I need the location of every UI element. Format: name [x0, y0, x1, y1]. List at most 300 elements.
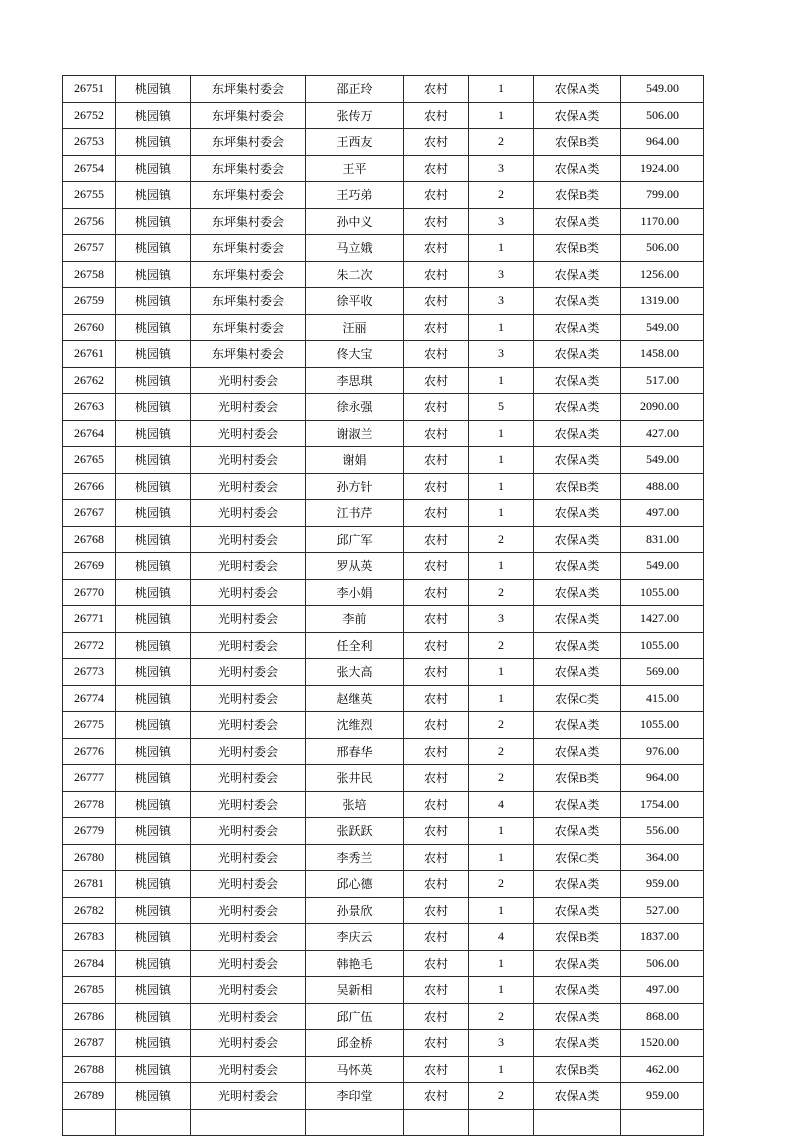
cell-person-count: 1: [469, 659, 534, 686]
cell-household-type: 农村: [404, 367, 469, 394]
cell-person-count: 2: [469, 1003, 534, 1030]
cell-name: 张传万: [306, 102, 404, 129]
cell-village-committee: 光明村委会: [191, 526, 306, 553]
cell-amount: 1055.00: [621, 579, 704, 606]
cell-insurance-category: 农保A类: [534, 738, 621, 765]
table-row: [63, 871, 704, 898]
cell-name: 徐永强: [306, 394, 404, 421]
cell-insurance-category: 农保B类: [534, 924, 621, 951]
table-row: [63, 1056, 704, 1083]
cell-amount: 799.00: [621, 182, 704, 209]
cell-insurance-category: 农保A类: [534, 818, 621, 845]
cell-insurance-category: 农保A类: [534, 659, 621, 686]
cell-village-committee: 东坪集村委会: [191, 129, 306, 156]
cell-village-committee: 光明村委会: [191, 553, 306, 580]
table-row: [63, 818, 704, 845]
cell-person-count: 2: [469, 632, 534, 659]
cell-serial-no: 26752: [63, 102, 116, 129]
cell-amount: [621, 1109, 704, 1136]
cell-insurance-category: 农保A类: [534, 1003, 621, 1030]
cell-insurance-category: 农保C类: [534, 685, 621, 712]
cell-serial-no: 26755: [63, 182, 116, 209]
cell-name: 韩艳毛: [306, 950, 404, 977]
cell-amount: 1055.00: [621, 712, 704, 739]
table-row: [63, 897, 704, 924]
cell-insurance-category: 农保A类: [534, 447, 621, 474]
cell-amount: 506.00: [621, 950, 704, 977]
cell-town: 桃园镇: [116, 632, 191, 659]
cell-name: 李思琪: [306, 367, 404, 394]
cell-village-committee: 光明村委会: [191, 765, 306, 792]
cell-town: 桃园镇: [116, 844, 191, 871]
cell-name: 赵继英: [306, 685, 404, 712]
cell-household-type: 农村: [404, 579, 469, 606]
table-row: [63, 632, 704, 659]
cell-person-count: 4: [469, 791, 534, 818]
cell-town: 桃园镇: [116, 924, 191, 951]
cell-name: 佟大宝: [306, 341, 404, 368]
cell-person-count: 1: [469, 844, 534, 871]
cell-town: 桃园镇: [116, 1056, 191, 1083]
cell-person-count: 4: [469, 924, 534, 951]
cell-town: 桃园镇: [116, 977, 191, 1004]
cell-insurance-category: 农保A类: [534, 632, 621, 659]
cell-name: 任全利: [306, 632, 404, 659]
cell-name: 邢春华: [306, 738, 404, 765]
table-row: [63, 765, 704, 792]
table-row: [63, 977, 704, 1004]
cell-town: 桃园镇: [116, 526, 191, 553]
cell-amount: 549.00: [621, 553, 704, 580]
cell-amount: 964.00: [621, 765, 704, 792]
cell-village-committee: 东坪集村委会: [191, 102, 306, 129]
cell-household-type: 农村: [404, 950, 469, 977]
cell-village-committee: 光明村委会: [191, 394, 306, 421]
table-row: [63, 182, 704, 209]
cell-town: 桃园镇: [116, 261, 191, 288]
cell-insurance-category: 农保B类: [534, 473, 621, 500]
cell-person-count: 5: [469, 394, 534, 421]
cell-town: 桃园镇: [116, 553, 191, 580]
cell-village-committee: 光明村委会: [191, 659, 306, 686]
cell-town: 桃园镇: [116, 155, 191, 182]
cell-household-type: 农村: [404, 765, 469, 792]
cell-serial-no: 26784: [63, 950, 116, 977]
cell-person-count: 2: [469, 526, 534, 553]
table-row: [63, 950, 704, 977]
cell-household-type: 农村: [404, 1083, 469, 1110]
cell-person-count: 2: [469, 129, 534, 156]
cell-household-type: 农村: [404, 182, 469, 209]
cell-amount: 1520.00: [621, 1030, 704, 1057]
cell-town: 桃园镇: [116, 394, 191, 421]
cell-household-type: 农村: [404, 261, 469, 288]
cell-village-committee: 光明村委会: [191, 844, 306, 871]
cell-insurance-category: 农保A类: [534, 1030, 621, 1057]
table-row: [63, 129, 704, 156]
cell-serial-no: 26773: [63, 659, 116, 686]
cell-village-committee: 光明村委会: [191, 420, 306, 447]
cell-amount: 976.00: [621, 738, 704, 765]
table-row: [63, 738, 704, 765]
cell-town: 桃园镇: [116, 288, 191, 315]
cell-amount: 1256.00: [621, 261, 704, 288]
cell-town: 桃园镇: [116, 367, 191, 394]
table-row: [63, 341, 704, 368]
cell-village-committee: 光明村委会: [191, 977, 306, 1004]
cell-amount: 959.00: [621, 871, 704, 898]
cell-household-type: 农村: [404, 712, 469, 739]
cell-name: 王巧弟: [306, 182, 404, 209]
cell-village-committee: 东坪集村委会: [191, 182, 306, 209]
cell-serial-no: 26780: [63, 844, 116, 871]
cell-person-count: 1: [469, 500, 534, 527]
cell-name: 李庆云: [306, 924, 404, 951]
cell-town: 桃园镇: [116, 765, 191, 792]
table-row: [63, 606, 704, 633]
cell-village-committee: 光明村委会: [191, 871, 306, 898]
cell-household-type: 农村: [404, 341, 469, 368]
cell-serial-no: 26777: [63, 765, 116, 792]
cell-town: 桃园镇: [116, 129, 191, 156]
cell-serial-no: 26754: [63, 155, 116, 182]
cell-insurance-category: 农保A类: [534, 500, 621, 527]
cell-serial-no: 26757: [63, 235, 116, 262]
cell-name: 吴新相: [306, 977, 404, 1004]
pension-roster-table: [62, 75, 704, 1136]
table-row-partial: [63, 1109, 704, 1136]
cell-name: 江书芹: [306, 500, 404, 527]
cell-household-type: 农村: [404, 235, 469, 262]
cell-amount: 364.00: [621, 844, 704, 871]
cell-household-type: 农村: [404, 1030, 469, 1057]
cell-village-committee: 光明村委会: [191, 367, 306, 394]
cell-amount: 1754.00: [621, 791, 704, 818]
cell-name: [306, 1109, 404, 1136]
cell-person-count: 1: [469, 553, 534, 580]
cell-village-committee: 东坪集村委会: [191, 76, 306, 103]
table-row: [63, 420, 704, 447]
table-row: [63, 500, 704, 527]
cell-insurance-category: 农保B类: [534, 1056, 621, 1083]
cell-amount: 497.00: [621, 500, 704, 527]
cell-serial-no: 26787: [63, 1030, 116, 1057]
cell-person-count: 2: [469, 1083, 534, 1110]
cell-person-count: 2: [469, 182, 534, 209]
cell-insurance-category: 农保A类: [534, 314, 621, 341]
cell-village-committee: 光明村委会: [191, 447, 306, 474]
cell-serial-no: 26781: [63, 871, 116, 898]
cell-amount: 549.00: [621, 447, 704, 474]
table-row: [63, 844, 704, 871]
cell-name: 邱金桥: [306, 1030, 404, 1057]
cell-person-count: 1: [469, 473, 534, 500]
cell-name: 王平: [306, 155, 404, 182]
table-row: [63, 1030, 704, 1057]
cell-household-type: 农村: [404, 500, 469, 527]
cell-name: 朱二次: [306, 261, 404, 288]
cell-village-committee: 光明村委会: [191, 632, 306, 659]
cell-village-committee: 东坪集村委会: [191, 208, 306, 235]
cell-town: 桃园镇: [116, 420, 191, 447]
cell-serial-no: 26785: [63, 977, 116, 1004]
cell-person-count: 1: [469, 950, 534, 977]
cell-household-type: 农村: [404, 818, 469, 845]
cell-household-type: 农村: [404, 871, 469, 898]
cell-amount: 1427.00: [621, 606, 704, 633]
cell-town: 桃园镇: [116, 659, 191, 686]
cell-town: 桃园镇: [116, 1083, 191, 1110]
cell-village-committee: 光明村委会: [191, 897, 306, 924]
cell-name: 李小娟: [306, 579, 404, 606]
cell-name: 张大高: [306, 659, 404, 686]
cell-name: 孙方针: [306, 473, 404, 500]
cell-town: 桃园镇: [116, 738, 191, 765]
cell-amount: 549.00: [621, 76, 704, 103]
cell-town: 桃园镇: [116, 791, 191, 818]
cell-village-committee: 光明村委会: [191, 473, 306, 500]
cell-person-count: 3: [469, 1030, 534, 1057]
cell-insurance-category: 农保A类: [534, 712, 621, 739]
cell-person-count: 1: [469, 977, 534, 1004]
cell-name: 谢娟: [306, 447, 404, 474]
cell-person-count: 1: [469, 235, 534, 262]
cell-household-type: 农村: [404, 738, 469, 765]
cell-insurance-category: 农保A类: [534, 871, 621, 898]
cell-serial-no: 26769: [63, 553, 116, 580]
cell-household-type: 农村: [404, 155, 469, 182]
cell-person-count: [469, 1109, 534, 1136]
cell-person-count: 1: [469, 818, 534, 845]
cell-serial-no: 26761: [63, 341, 116, 368]
cell-village-committee: 光明村委会: [191, 1083, 306, 1110]
cell-serial-no: 26789: [63, 1083, 116, 1110]
cell-village-committee: 光明村委会: [191, 791, 306, 818]
cell-town: 桃园镇: [116, 950, 191, 977]
cell-amount: 415.00: [621, 685, 704, 712]
cell-name: 谢淑兰: [306, 420, 404, 447]
cell-household-type: 农村: [404, 606, 469, 633]
cell-name: 李前: [306, 606, 404, 633]
cell-serial-no: [63, 1109, 116, 1136]
cell-insurance-category: 农保A类: [534, 897, 621, 924]
cell-household-type: 农村: [404, 632, 469, 659]
cell-town: 桃园镇: [116, 208, 191, 235]
cell-town: 桃园镇: [116, 1003, 191, 1030]
cell-amount: 868.00: [621, 1003, 704, 1030]
cell-household-type: 农村: [404, 844, 469, 871]
cell-person-count: 1: [469, 685, 534, 712]
cell-serial-no: 26763: [63, 394, 116, 421]
cell-insurance-category: 农保A类: [534, 420, 621, 447]
table-row: [63, 553, 704, 580]
cell-village-committee: 光明村委会: [191, 500, 306, 527]
table-sheet: [62, 75, 704, 1136]
cell-amount: 506.00: [621, 235, 704, 262]
cell-insurance-category: 农保A类: [534, 155, 621, 182]
cell-insurance-category: 农保A类: [534, 341, 621, 368]
cell-person-count: 1: [469, 1056, 534, 1083]
cell-insurance-category: 农保B类: [534, 765, 621, 792]
cell-insurance-category: 农保A类: [534, 553, 621, 580]
cell-insurance-category: 农保A类: [534, 606, 621, 633]
cell-name: 邵正玲: [306, 76, 404, 103]
cell-name: 张井民: [306, 765, 404, 792]
table-row: [63, 447, 704, 474]
cell-name: 徐平收: [306, 288, 404, 315]
cell-village-committee: 东坪集村委会: [191, 288, 306, 315]
table-row: [63, 314, 704, 341]
cell-village-committee: 光明村委会: [191, 738, 306, 765]
table-row: [63, 235, 704, 262]
cell-serial-no: 26764: [63, 420, 116, 447]
cell-town: 桃园镇: [116, 76, 191, 103]
cell-insurance-category: 农保A类: [534, 526, 621, 553]
cell-insurance-category: 农保A类: [534, 102, 621, 129]
cell-person-count: 1: [469, 420, 534, 447]
table-row: [63, 685, 704, 712]
cell-insurance-category: 农保A类: [534, 579, 621, 606]
cell-insurance-category: 农保B类: [534, 235, 621, 262]
cell-household-type: 农村: [404, 394, 469, 421]
cell-amount: 427.00: [621, 420, 704, 447]
cell-amount: 527.00: [621, 897, 704, 924]
cell-name: 罗从英: [306, 553, 404, 580]
cell-insurance-category: 农保C类: [534, 844, 621, 871]
cell-serial-no: 26756: [63, 208, 116, 235]
cell-amount: 959.00: [621, 1083, 704, 1110]
cell-insurance-category: 农保A类: [534, 394, 621, 421]
cell-serial-no: 26783: [63, 924, 116, 951]
cell-person-count: 3: [469, 261, 534, 288]
cell-amount: 1319.00: [621, 288, 704, 315]
cell-person-count: 2: [469, 712, 534, 739]
cell-amount: 1837.00: [621, 924, 704, 951]
cell-amount: 556.00: [621, 818, 704, 845]
cell-household-type: 农村: [404, 897, 469, 924]
cell-serial-no: 26766: [63, 473, 116, 500]
cell-serial-no: 26767: [63, 500, 116, 527]
cell-household-type: 农村: [404, 447, 469, 474]
cell-serial-no: 26786: [63, 1003, 116, 1030]
cell-town: 桃园镇: [116, 341, 191, 368]
table-row: [63, 473, 704, 500]
cell-town: 桃园镇: [116, 712, 191, 739]
table-row: [63, 1083, 704, 1110]
table-row: [63, 208, 704, 235]
cell-serial-no: 26765: [63, 447, 116, 474]
cell-amount: 497.00: [621, 977, 704, 1004]
cell-person-count: 1: [469, 76, 534, 103]
cell-town: 桃园镇: [116, 500, 191, 527]
cell-household-type: 农村: [404, 288, 469, 315]
cell-name: 李印堂: [306, 1083, 404, 1110]
cell-insurance-category: 农保A类: [534, 208, 621, 235]
cell-serial-no: 26759: [63, 288, 116, 315]
table-row: [63, 1003, 704, 1030]
cell-name: 孙景欣: [306, 897, 404, 924]
cell-household-type: 农村: [404, 791, 469, 818]
cell-insurance-category: 农保A类: [534, 76, 621, 103]
cell-serial-no: 26782: [63, 897, 116, 924]
cell-person-count: 3: [469, 606, 534, 633]
cell-person-count: 2: [469, 738, 534, 765]
table-row: [63, 659, 704, 686]
table-row: [63, 261, 704, 288]
cell-town: 桃园镇: [116, 871, 191, 898]
cell-name: 沈维烈: [306, 712, 404, 739]
cell-name: 马立娥: [306, 235, 404, 262]
cell-household-type: 农村: [404, 685, 469, 712]
table-row: [63, 579, 704, 606]
cell-insurance-category: 农保A类: [534, 288, 621, 315]
cell-serial-no: 26753: [63, 129, 116, 156]
cell-household-type: 农村: [404, 129, 469, 156]
cell-village-committee: 光明村委会: [191, 1056, 306, 1083]
cell-name: 王西友: [306, 129, 404, 156]
cell-town: 桃园镇: [116, 447, 191, 474]
cell-village-committee: 东坪集村委会: [191, 341, 306, 368]
cell-insurance-category: 农保A类: [534, 261, 621, 288]
cell-amount: 831.00: [621, 526, 704, 553]
cell-serial-no: 26778: [63, 791, 116, 818]
cell-name: 邱广伍: [306, 1003, 404, 1030]
table-row: [63, 102, 704, 129]
cell-amount: 506.00: [621, 102, 704, 129]
cell-village-committee: 东坪集村委会: [191, 235, 306, 262]
cell-insurance-category: 农保A类: [534, 950, 621, 977]
cell-household-type: 农村: [404, 208, 469, 235]
cell-insurance-category: 农保B类: [534, 182, 621, 209]
cell-village-committee: 光明村委会: [191, 606, 306, 633]
cell-town: 桃园镇: [116, 818, 191, 845]
cell-insurance-category: 农保A类: [534, 1083, 621, 1110]
cell-village-committee: 光明村委会: [191, 924, 306, 951]
cell-household-type: 农村: [404, 977, 469, 1004]
cell-household-type: 农村: [404, 553, 469, 580]
cell-household-type: 农村: [404, 102, 469, 129]
cell-serial-no: 26774: [63, 685, 116, 712]
cell-serial-no: 26768: [63, 526, 116, 553]
cell-serial-no: 26758: [63, 261, 116, 288]
table-row: [63, 288, 704, 315]
cell-insurance-category: 农保A类: [534, 791, 621, 818]
cell-serial-no: 26788: [63, 1056, 116, 1083]
cell-serial-no: 26776: [63, 738, 116, 765]
cell-name: 李秀兰: [306, 844, 404, 871]
cell-town: 桃园镇: [116, 102, 191, 129]
cell-amount: 1458.00: [621, 341, 704, 368]
cell-person-count: 2: [469, 871, 534, 898]
cell-household-type: 农村: [404, 473, 469, 500]
cell-person-count: 3: [469, 288, 534, 315]
cell-person-count: 1: [469, 447, 534, 474]
cell-name: 张培: [306, 791, 404, 818]
cell-person-count: 1: [469, 897, 534, 924]
cell-household-type: 农村: [404, 1003, 469, 1030]
cell-amount: 964.00: [621, 129, 704, 156]
cell-insurance-category: 农保B类: [534, 129, 621, 156]
cell-person-count: 2: [469, 765, 534, 792]
cell-household-type: 农村: [404, 526, 469, 553]
cell-amount: 569.00: [621, 659, 704, 686]
cell-town: [116, 1109, 191, 1136]
cell-village-committee: 光明村委会: [191, 1030, 306, 1057]
cell-village-committee: 光明村委会: [191, 579, 306, 606]
cell-town: 桃园镇: [116, 606, 191, 633]
cell-village-committee: 东坪集村委会: [191, 314, 306, 341]
cell-village-committee: 东坪集村委会: [191, 155, 306, 182]
